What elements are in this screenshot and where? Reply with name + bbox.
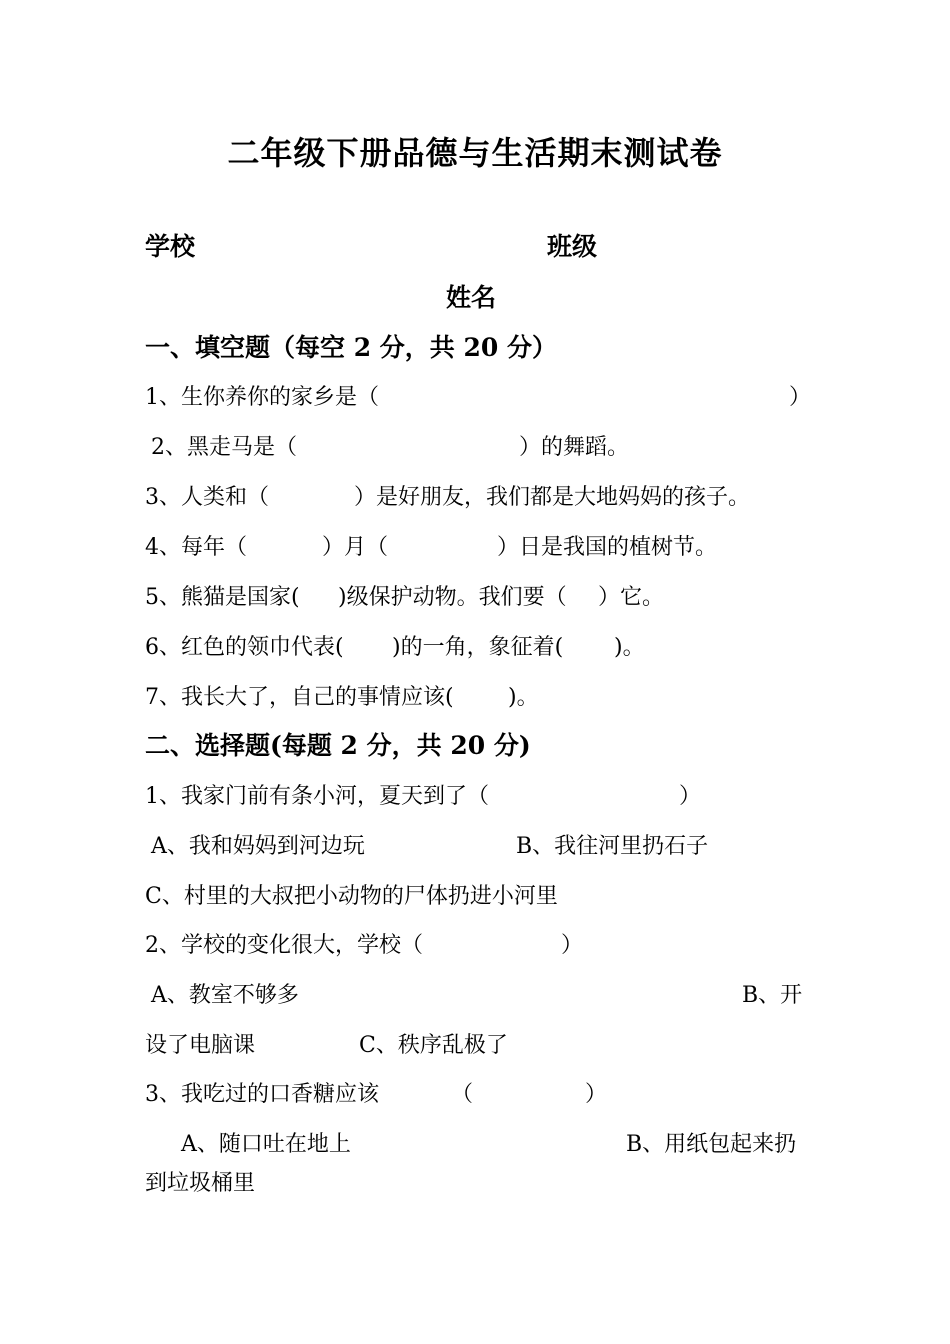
choice-question-2-close: ） xyxy=(561,933,584,958)
fill-question-6-a: 6、红色的领巾代表( xyxy=(145,635,344,660)
fill-question-2-tail: ）的舞蹈。 xyxy=(519,435,630,460)
choice-question-3-close: ） xyxy=(585,1082,608,1107)
fill-question-2: 2、黑走马是（ xyxy=(151,435,297,460)
fill-question-7-a: 7、我长大了，自己的事情应该( xyxy=(145,685,454,710)
fill-question-4-b: ）月（ xyxy=(322,535,389,560)
fill-question-1: 1、生你养你的家乡是（ xyxy=(145,385,379,410)
fill-question-4-a: 4、每年（ xyxy=(145,535,247,560)
choice-question-3-open: （ xyxy=(451,1082,474,1107)
choice-1-option-c: C、村里的大叔把小动物的尸体扔进小河里 xyxy=(145,884,558,909)
fill-question-5-c: ）它。 xyxy=(598,585,665,610)
choice-3-option-b-start: B、用纸包起来扔 xyxy=(626,1132,797,1157)
choice-2-option-a: A、教室不够多 xyxy=(151,983,299,1008)
choice-2-option-b-end: 设了电脑课 xyxy=(145,1033,256,1058)
choice-question-1-close: ） xyxy=(679,784,702,809)
choice-question-3: 3、我吃过的口香糖应该 xyxy=(145,1082,379,1107)
fill-question-3: 3、人类和（ xyxy=(145,485,269,510)
choice-2-option-c: C、秩序乱极了 xyxy=(359,1033,508,1058)
fill-question-5-b: )级保护动物。我们要（ xyxy=(338,585,567,610)
choice-3-option-b-end: 到垃圾桶里 xyxy=(145,1171,256,1196)
name-label: 姓名 xyxy=(446,283,497,312)
choice-1-option-b: B、我往河里扔石子 xyxy=(516,834,709,859)
choice-question-1: 1、我家门前有条小河，夏天到了（ xyxy=(145,784,489,809)
fill-question-1-close: ） xyxy=(789,385,812,410)
choice-3-option-a: A、随口吐在地上 xyxy=(181,1132,351,1157)
choice-question-2: 2、学校的变化很大，学校（ xyxy=(145,933,423,958)
fill-question-4-c: ）日是我国的植树节。 xyxy=(497,535,718,560)
school-label: 学校 xyxy=(145,232,196,261)
fill-question-3-tail: ）是好朋友，我们都是大地妈妈的孩子。 xyxy=(354,485,751,510)
section2-heading: 二、选择题(每题 2 分，共 20 分) xyxy=(145,731,531,760)
page-title: 二年级下册品德与生活期末测试卷 xyxy=(227,134,723,172)
fill-question-5-a: 5、熊猫是国家( xyxy=(145,585,300,610)
choice-2-option-b-start: B、开 xyxy=(742,983,803,1008)
choice-1-option-a: A、我和妈妈到河边玩 xyxy=(151,834,365,859)
section1-heading: 一、填空题（每空 2 分，共 20 分） xyxy=(145,333,558,362)
fill-question-6-b: )的一角，象征着( xyxy=(392,635,564,660)
class-label: 班级 xyxy=(547,232,598,261)
fill-question-7-b: )。 xyxy=(508,685,539,710)
fill-question-6-c: )。 xyxy=(614,635,645,660)
